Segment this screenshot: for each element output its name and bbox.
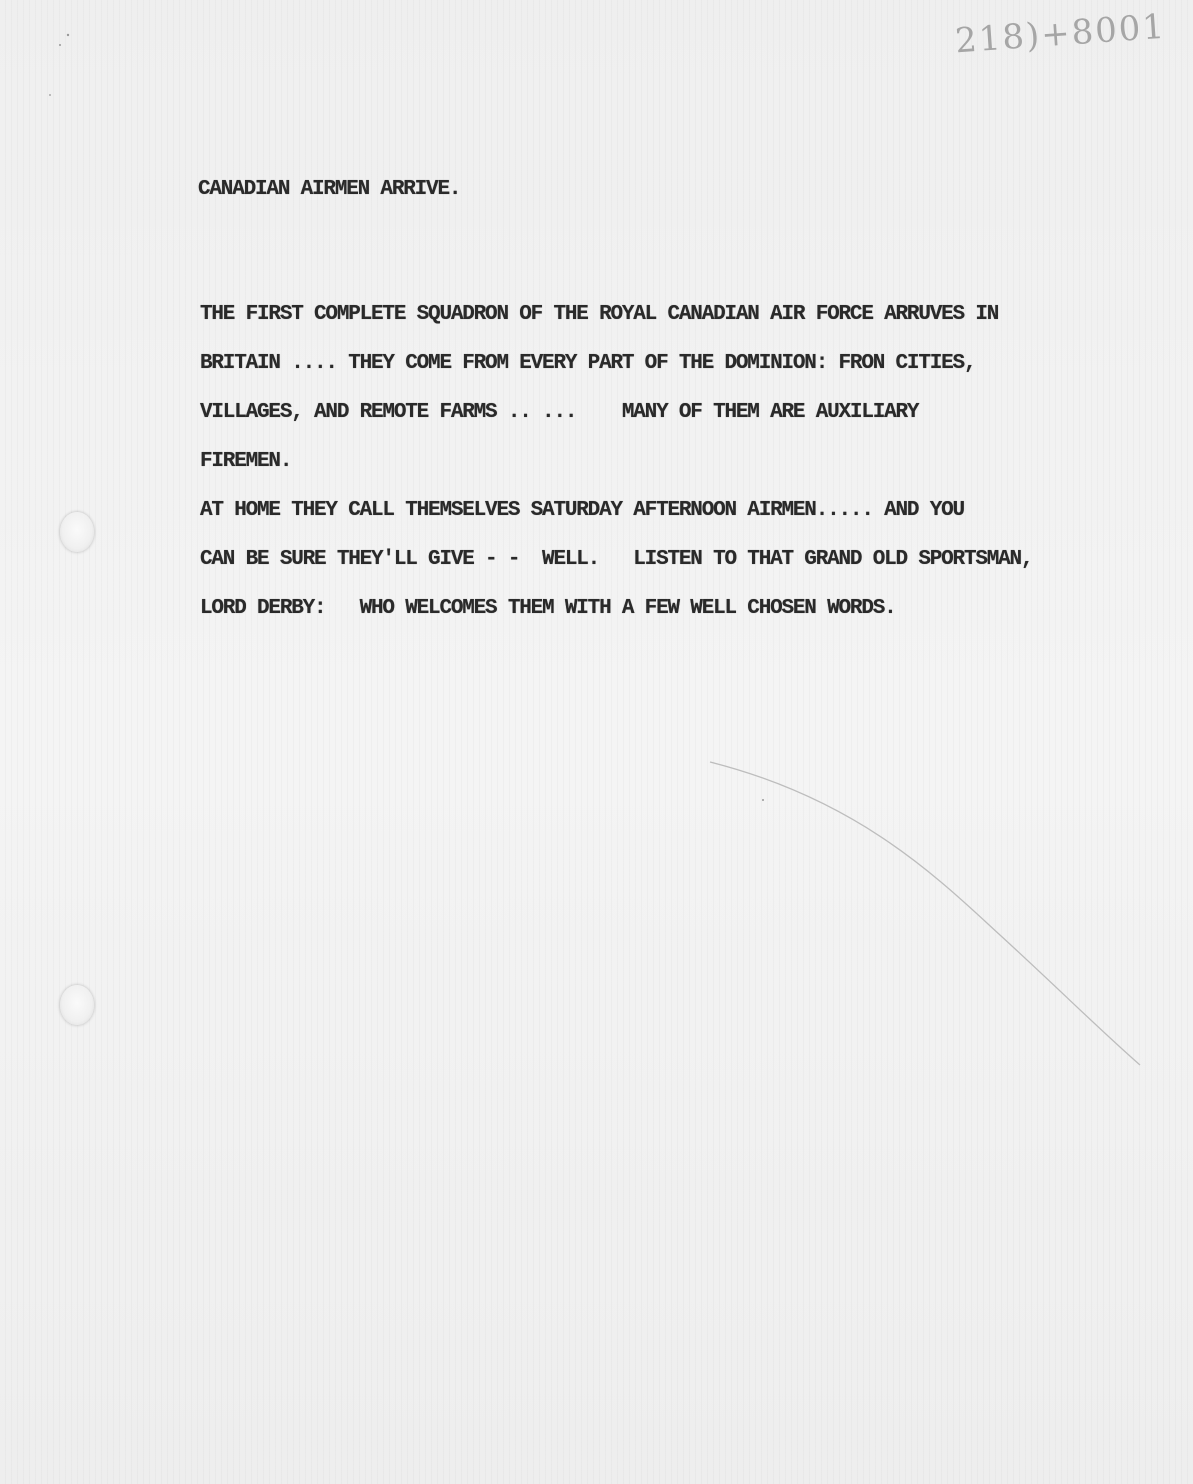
punch-hole-top <box>60 512 94 552</box>
punch-hole-bottom <box>60 985 94 1025</box>
body-line-1: THE FIRST COMPLETE SQUADRON OF THE ROYAL CANADIAN AIR FORCE ARRUVES IN <box>200 303 999 326</box>
body-line-6: CAN BE SURE THEY'LL GIVE - - WELL. LISTEN TO THAT GRAND OLD SPORTSMAN, <box>200 548 1033 571</box>
document-title: CANADIAN AIRMEN ARRIVE. <box>198 178 461 201</box>
body-line-3: VILLAGES, AND REMOTE FARMS .. ... MANY OF THEM ARE AUXILIARY <box>200 401 919 424</box>
handwritten-archive-number: 218)+8001 <box>953 6 1168 62</box>
body-line-5: AT HOME THEY CALL THEMSELVES SATURDAY AFTERNOON AIRMEN..... AND YOU <box>200 499 964 522</box>
body-line-7: LORD DERBY: WHO WELCOMES THEM WITH A FEW WELL CHOSEN WORDS. <box>200 597 896 620</box>
body-line-4: FIREMEN. <box>200 450 292 473</box>
body-line-2: BRITAIN .... THEY COME FROM EVERY PART OF THE DOMINION: FRON CITIES, <box>200 352 976 375</box>
